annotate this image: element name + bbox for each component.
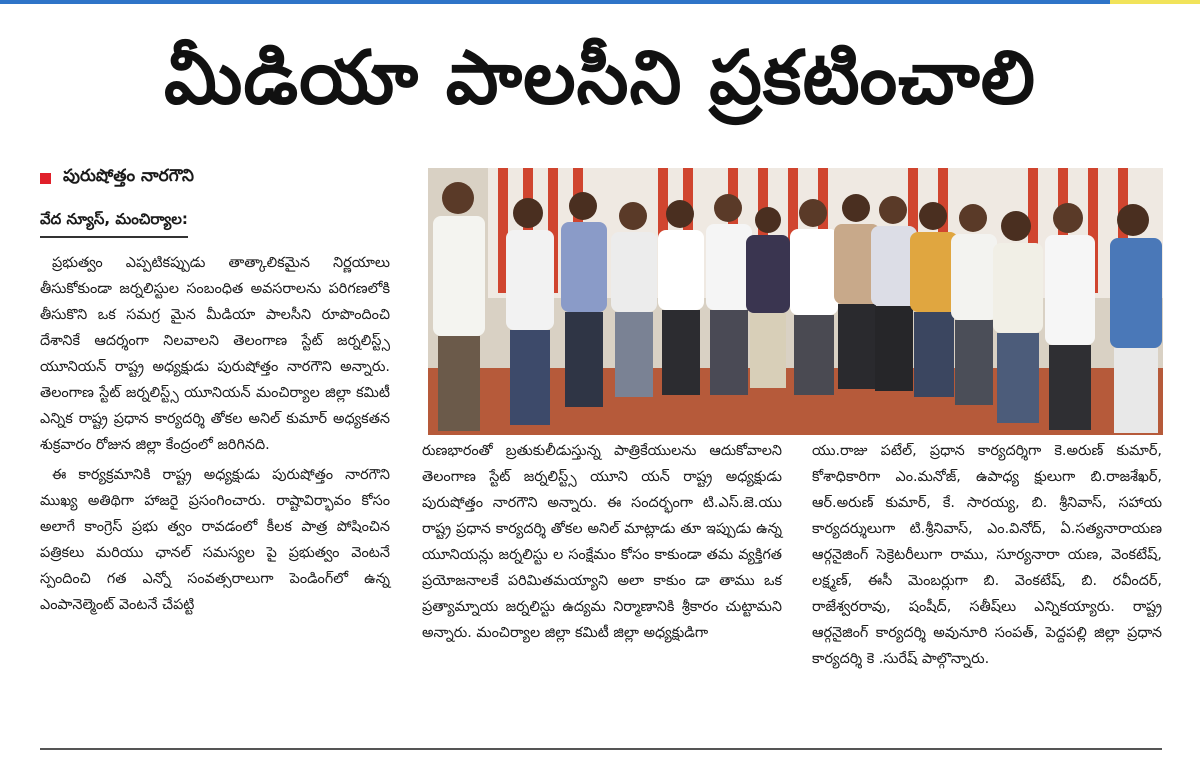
byline <box>40 166 194 190</box>
group-photo-icon <box>428 168 1163 435</box>
paragraph: ఈ కార్యక్రమానికి రాష్ట్ర అధ్యక్షుడు పురుషోత్తం నారగౌని ముఖ్య అతిథిగా హాజరై ప్రసంగించారు. రాష్టావిర్భావం కోసం అలాగే కాంగ్రెస్ ప్రభు త్వం రావడంలో కీలక పాత్ర పోషించిన పత్రికలు మరియు ఛానల్ సమస్యల పై ప్రభుత్వం వెంటనే స్పందించి గత ఎన్నో సంవత్సరాలుగా పెండింగ్‌లో ఉన్న ఎంపానెల్మెంట్ వెంటనే చేపట్టి <box>40 467 390 613</box>
top-rule <box>0 0 1200 4</box>
author-name: పురుషోత్తం నారగౌని <box>63 166 194 186</box>
bottom-rule <box>40 748 1162 750</box>
article-column-3 <box>812 438 1162 672</box>
article-column-1 <box>40 250 390 618</box>
paragraph: ప్రభుత్వం ఎప్పటికప్పుడు తాత్కాలికమైన నిర్ణయాలు తీసుకోకుండా జర్నలిస్టుల సంబంధిత అవసరాలను పరిగణలోకి తీసుకొని ఒక సమగ్ర మైన మీడియా పాలసీని రూపొందించి దేశానికే ఆదర్శంగా నిలవాలని తెలంగాణ స్టేట్ జర్నలిస్ట్స్ యూనియన్ రాష్ట్ర అధ్యక్షుడు పురుషోత్తం నారగౌని అన్నారు. తెలంగాణ స్టేట్ జర్నలిస్ట్స్ యూనియన్ మంచిర్యాల జిల్లా కమిటీ ఎన్నిక రాష్ట్ర ప్రధాన కార్యదర్శి తోకల అనిల్ కుమార్ అధ్యకతన శుక్రవారం రోజున జిల్లా కేంద్రంలో జరిగినది. <box>40 255 390 453</box>
group-photo <box>428 168 1163 435</box>
headline: మీడియా పాలసీని ప్రకటించాలి <box>164 35 1036 121</box>
paragraph: రుణభారంతో బ్రతుకులీడుస్తున్న పాత్రికేయులను ఆదుకోవాలని తెలంగాణ స్టేట్ జర్నలిస్ట్స్ యూని యన్ రాష్ట్ర అధ్యక్షుడు పురుషోత్తం నారగౌని అన్నారు. ఈ సందర్భంగా టి.ఎస్.జె.యు రాష్ట్ర ప్రధాన కార్యదర్శి తోకల అనిల్ మాట్లాడు తూ ఇప్పుడు ఉన్న యూనియన్లు జర్నలిస్టు ల సంక్షేమం కోసం కాకుండా తమ వ్యక్తిగత ప్రయోజనాలకే పరిమితమయ్యాని అలా కాకుం డా తాము ఒక ప్రత్యామ్నాయ జర్నలిస్టు ఉద్యమ నిర్మాణానికి శ్రీకారం చుట్టామని అన్నారు. మంచిర్యాల జిల్లా కమిటీ జిల్లా అధ్యక్షుడిగా <box>422 443 782 641</box>
dateline: వేద న్యూస్, మంచిర్యాల: <box>40 210 188 238</box>
paragraph: యు.రాజు పటేల్, ప్రధాన కార్యదర్శిగా కె.అరుణ్ కుమార్, కోశాధికారిగా ఎం.మనోజ్, ఉపాధ్య క్షులుగా బి.రాజశేఖర్, ఆర్.అరుణ్ కుమార్, కే. సారయ్య, బి. శ్రీనివాస్, సహాయ కార్యదర్శులుగా టి.శ్రీనివాస్, ఎం.వినోద్, ఏ.సత్యనారాయణ ఆర్గనైజింగ్ సెక్రెటరీలుగా రాము, సూర్యనారా యణ, వెంకటేష్, లక్ష్మణ్, ఈసీ మెంబర్లుగా బి. వెంకటేష్, బి. రవీందర్, రాజేశ్వరరావు, షంషీద్, సతీష్‌లు ఎన్నికయ్యారు. రాష్ట్ర ఆర్గనైజింగ్ కార్యదర్శి అవునూరి సంపత్, పెద్దపల్లి జిల్లా ప్రధాన కార్యదర్శి కె .సురేష్ పాల్గొన్నారు. <box>812 443 1162 667</box>
bullet-icon <box>40 173 51 184</box>
article-column-2 <box>422 438 782 646</box>
top-rule-accent <box>1110 0 1200 4</box>
